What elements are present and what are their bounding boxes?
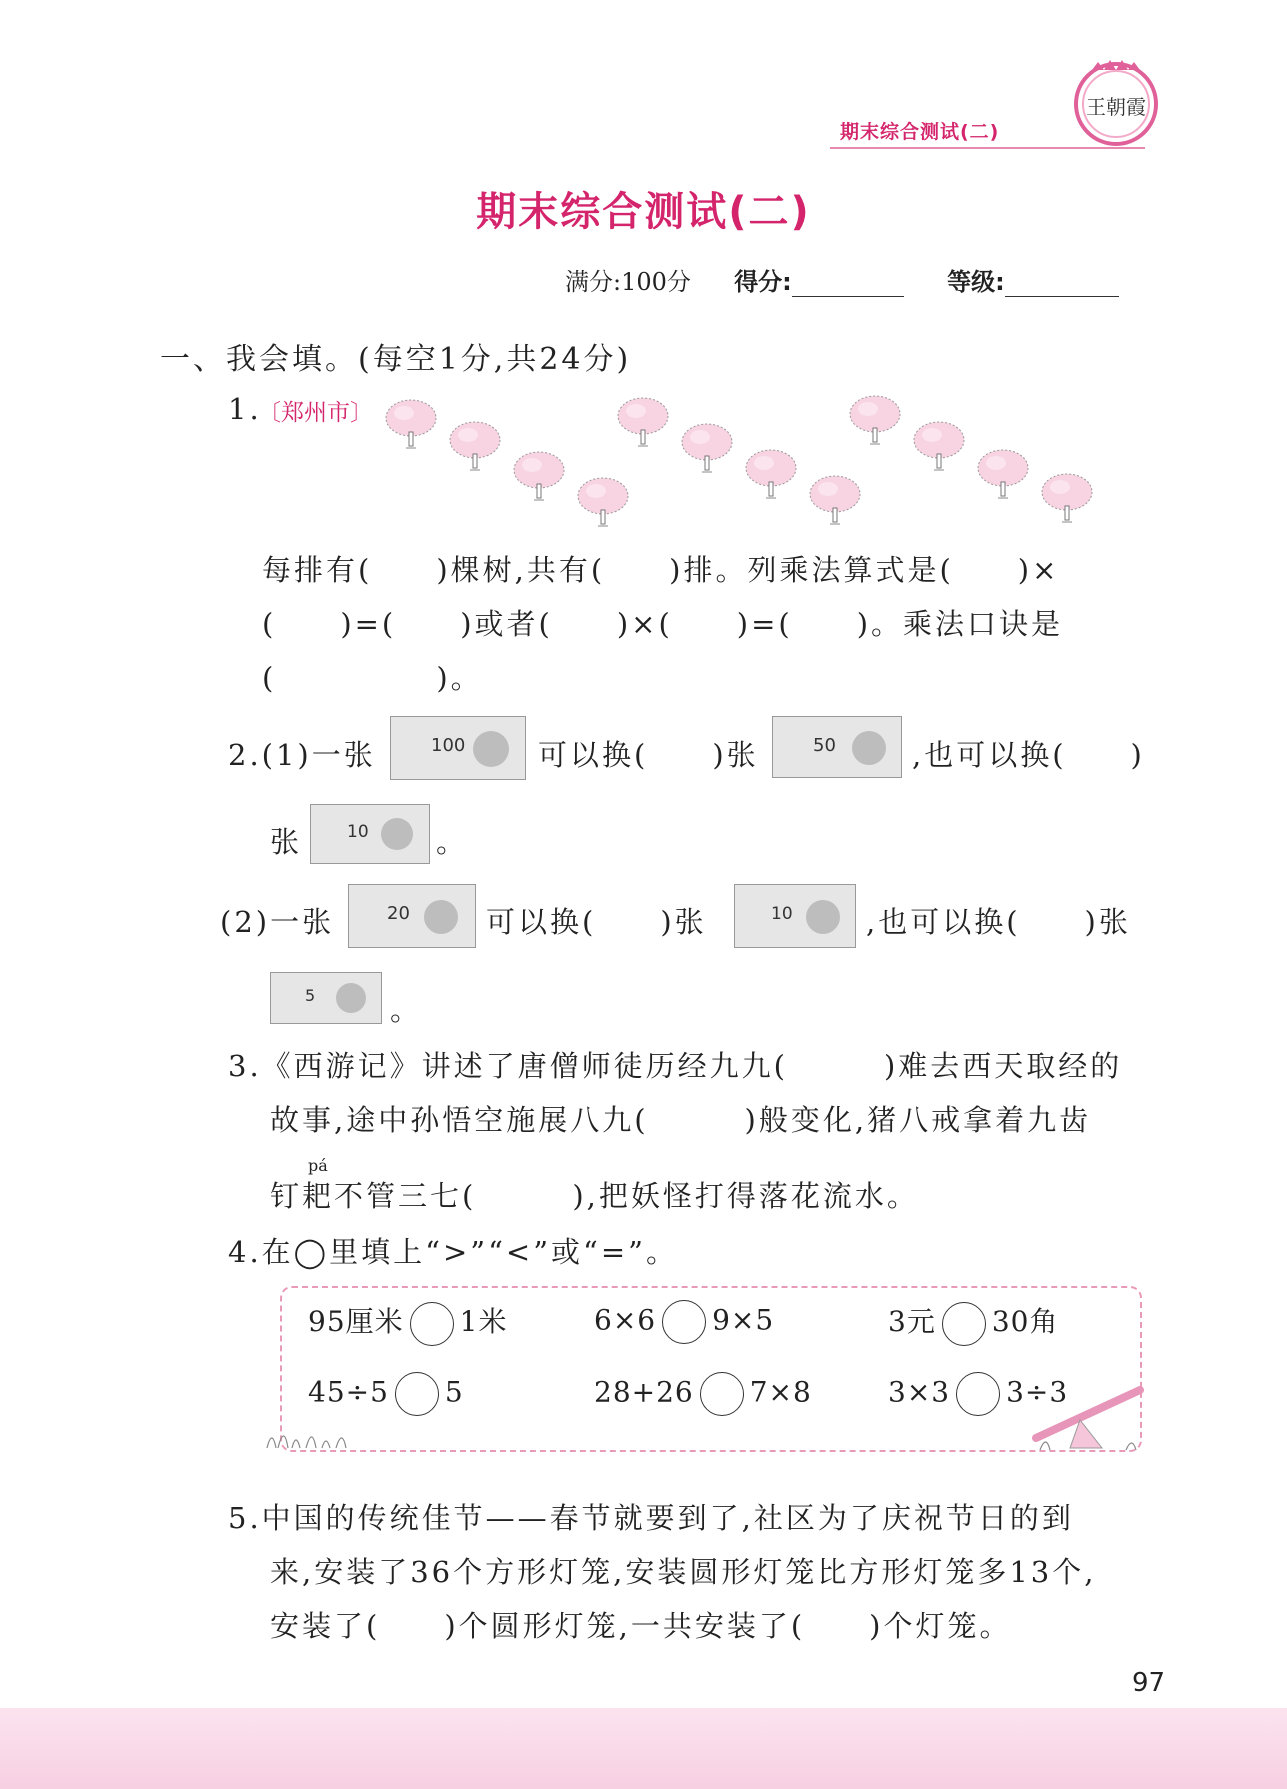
q1-line3: ( )。 xyxy=(262,661,483,695)
q2-part1-start: 2.(1)一张 xyxy=(228,738,376,772)
svg-text:50: 50 xyxy=(813,735,836,756)
q2-part1-also: ,也可以换( ) xyxy=(912,738,1145,772)
header-label: 期末综合测试(二) xyxy=(840,121,1000,143)
tree-icon xyxy=(578,478,628,526)
grade-label: 等级: xyxy=(947,268,1005,296)
page-title: 期末综合测试(二) xyxy=(476,189,811,235)
q1-line2: ( )=( )或者( )×( )=( )。乘法口诀是 xyxy=(262,607,1064,641)
banknote-10-b xyxy=(734,884,856,948)
tree-icon xyxy=(914,422,964,470)
full-marks: 满分:100分 xyxy=(565,268,691,296)
tree-icon xyxy=(850,396,900,444)
grade-blank[interactable] xyxy=(1005,296,1119,297)
brand-logo xyxy=(1072,58,1160,146)
svg-text:10: 10 xyxy=(771,904,793,924)
tree-icon xyxy=(1042,474,1092,522)
compare-item-6: 3×3 3÷3 xyxy=(888,1372,1068,1416)
banknote-5 xyxy=(270,972,382,1024)
q5-line3: 安装了( )个圆形灯笼,一共安装了( )个灯笼。 xyxy=(270,1609,1012,1643)
footer-band xyxy=(0,1708,1287,1789)
tree-icon xyxy=(514,452,564,500)
seesaw-icon xyxy=(1030,1376,1150,1456)
score-label: 得分: xyxy=(734,268,792,296)
tree-illustration xyxy=(380,388,1100,538)
compare-item-2: 6×6 9×5 xyxy=(594,1300,774,1344)
q1-region-tag: 〔郑州市〕 xyxy=(258,400,373,426)
svg-text:10: 10 xyxy=(347,822,369,842)
q4-line: 4.在◯里填上“>”“<”或“=”。 xyxy=(228,1235,678,1269)
tree-icon xyxy=(618,398,668,446)
answer-circle[interactable] xyxy=(942,1302,986,1346)
tree-icon xyxy=(386,400,436,448)
q2-part1-end: 。 xyxy=(436,825,469,859)
q1-number: 1. xyxy=(228,392,262,426)
q2-part1-exchange: 可以换( )张 xyxy=(538,738,759,772)
banknote-100 xyxy=(390,716,526,780)
compare-item-4: 45÷5 5 xyxy=(308,1372,464,1416)
tree-icon xyxy=(810,476,860,524)
header-section-label xyxy=(840,117,999,144)
grass-decoration-icon xyxy=(262,1418,362,1450)
score-blank[interactable] xyxy=(792,296,904,297)
q2-part2-also: ,也可以换( )张 xyxy=(866,905,1131,939)
svg-text:20: 20 xyxy=(387,903,410,924)
q2-part2-exchange: 可以换( )张 xyxy=(486,905,707,939)
tree-icon xyxy=(978,450,1028,498)
q5-line2: 来,安装了36个方形灯笼,安装圆形灯笼比方形灯笼多13个, xyxy=(270,1555,1097,1589)
svg-text:王朝霞: 王朝霞 xyxy=(1086,95,1146,119)
compare-item-3: 3元 30角 xyxy=(888,1300,1058,1346)
banknote-20 xyxy=(348,884,476,948)
score-row xyxy=(565,262,1119,297)
tree-icon xyxy=(682,424,732,472)
svg-text:5: 5 xyxy=(305,986,316,1005)
q3-line3: 钉耙不管三七( ),把妖怪打得落花流水。 xyxy=(270,1179,919,1213)
tree-icon xyxy=(746,450,796,498)
pinyin-pa: pá xyxy=(308,1156,328,1175)
answer-circle[interactable] xyxy=(956,1372,1000,1416)
q2-part2-end: 。 xyxy=(390,993,423,1027)
svg-text:100: 100 xyxy=(431,735,466,756)
compare-item-1: 95厘米 1米 xyxy=(308,1300,507,1346)
q2-part2-start: (2)一张 xyxy=(220,905,335,939)
section-heading: 一、我会填。(每空1分,共24分) xyxy=(160,342,632,377)
q5-line1: 5.中国的传统佳节——春节就要到了,社区为了庆祝节日的到 xyxy=(228,1501,1074,1535)
q3-line1: 3.《西游记》讲述了唐僧师徒历经九九( )难去西天取经的 xyxy=(228,1049,1123,1083)
answer-circle[interactable] xyxy=(410,1302,454,1346)
header-divider xyxy=(830,147,1145,149)
answer-circle[interactable] xyxy=(700,1372,744,1416)
tree-icon xyxy=(450,422,500,470)
q1-line1: 每排有( )棵树,共有( )排。列乘法算式是( )× xyxy=(262,553,1060,587)
page-number: 97 xyxy=(1132,1668,1166,1698)
compare-item-5: 28+26 7×8 xyxy=(594,1372,812,1416)
banknote-10 xyxy=(310,804,430,864)
answer-circle[interactable] xyxy=(395,1372,439,1416)
q3-line2: 故事,途中孙悟空施展八九( )般变化,猪八戒拿着九齿 xyxy=(270,1103,1092,1137)
q2-part1-zhang: 张 xyxy=(270,825,303,859)
answer-circle[interactable] xyxy=(662,1300,706,1344)
banknote-50 xyxy=(772,716,902,778)
